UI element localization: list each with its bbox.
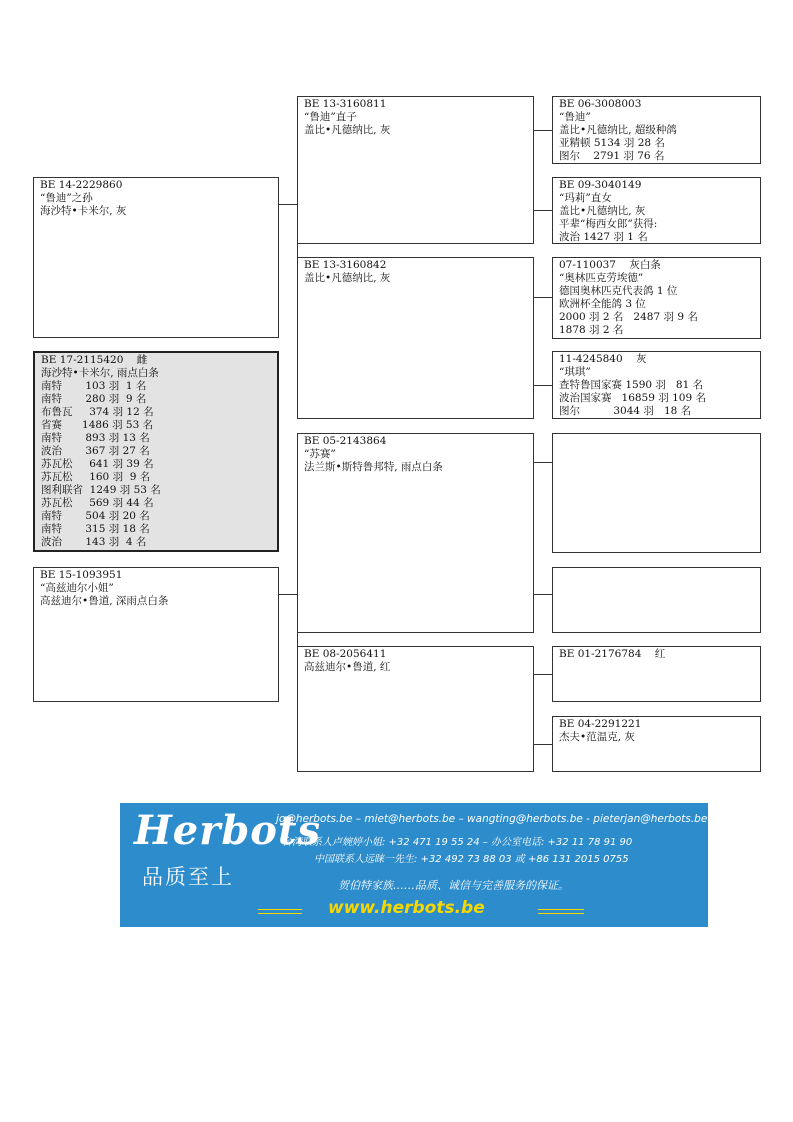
card-line: BE 13-3160842 xyxy=(304,259,387,271)
card-line: BE 09-3040149 xyxy=(559,179,642,191)
card-line: BE 05-2143864 xyxy=(304,435,387,447)
card-line: “奥林匹克劳埃德” xyxy=(559,272,644,284)
connector xyxy=(534,130,552,131)
card-line: 苏瓦松 641 羽 39 名 xyxy=(41,458,154,470)
motto: 贺伯特家族……品质、诚信与完善服务的保证。 xyxy=(338,879,569,892)
ss-sire-card xyxy=(552,96,761,164)
connector xyxy=(534,210,552,211)
card-line: BE 17-2115420 雌 xyxy=(41,354,148,366)
card-line: “玛莉”直女 xyxy=(559,192,612,204)
card-line: 1878 羽 2 名 xyxy=(559,324,624,336)
decor-line-left xyxy=(258,909,302,914)
card-line: 南特 315 羽 18 名 xyxy=(41,523,150,535)
card-line: 南特 280 羽 9 名 xyxy=(41,393,147,405)
dam-card xyxy=(33,567,279,702)
card-line: BE 08-2056411 xyxy=(304,648,387,660)
card-line: 11-4245840 灰 xyxy=(559,353,647,365)
subject-pigeon-card xyxy=(33,351,279,552)
card-line: BE 15-1093951 xyxy=(40,569,123,581)
card-line: 波治 143 羽 4 名 xyxy=(41,536,147,548)
card-line: 07-110037 灰白条 xyxy=(559,259,661,271)
card-line: 查特鲁国家赛 1590 羽 81 名 xyxy=(559,379,704,391)
card-line: 盖比•凡德纳比, 灰 xyxy=(304,124,391,136)
herbots-logo: Herbots xyxy=(134,807,321,854)
card-line: 平辈“梅西女郎”获得: xyxy=(559,218,658,230)
ds-sire-card xyxy=(552,433,761,553)
card-line: BE 13-3160811 xyxy=(304,98,387,110)
card-line: 盖比•凡德纳比, 超级种鸽 xyxy=(559,124,677,136)
connector xyxy=(534,297,552,298)
card-line: 法兰斯•斯特鲁邦特, 雨点白条 xyxy=(304,461,443,473)
card-line: 南特 103 羽 1 名 xyxy=(41,380,147,392)
connector xyxy=(534,744,552,745)
card-line: 高兹迪尔•鲁道, 深雨点白条 xyxy=(40,595,169,607)
sire-dam-card xyxy=(297,257,534,419)
contact-emails[interactable]: jo@herbots.be – miet@herbots.be – wangting@herbots.be - pieterjan@herbots.be xyxy=(276,813,708,825)
dam-sire-card xyxy=(297,433,534,633)
connector xyxy=(534,674,552,675)
dam-dam-card xyxy=(297,646,534,772)
card-line: 图尔 2791 羽 76 名 xyxy=(559,150,665,162)
card-line: 海沙特•卡米尔, 灰 xyxy=(40,205,127,217)
herbots-banner xyxy=(120,803,708,927)
card-line: BE 01-2176784 红 xyxy=(559,648,666,660)
card-line: “苏赛” xyxy=(304,448,336,460)
sire-sire-card xyxy=(297,96,534,244)
dd-dam-card xyxy=(552,716,761,772)
card-line: 苏瓦松 569 羽 44 名 xyxy=(41,497,154,509)
connector xyxy=(297,533,298,709)
card-line: 高兹迪尔•鲁道, 红 xyxy=(304,661,391,673)
card-line: “鲁迪” xyxy=(559,111,591,123)
contact-taiwan: 台湾联系人卢婉婷小姐: +32 471 19 55 24 – 办公室电话: +32 11 78 91 90 xyxy=(282,837,633,848)
card-line: 盖比•凡德纳比, 灰 xyxy=(559,205,646,217)
card-line: 南特 504 羽 20 名 xyxy=(41,510,150,522)
card-line: 欧洲杯全能鸽 3 位 xyxy=(559,298,646,310)
card-line: 德国奥林匹克代表鸽 1 位 xyxy=(559,285,678,297)
connector xyxy=(534,462,552,463)
sd-sire-card xyxy=(552,257,761,339)
card-line: “鲁迪”之孙 xyxy=(40,192,93,204)
ds-dam-card xyxy=(552,567,761,633)
website-link[interactable]: www.herbots.be xyxy=(328,898,485,918)
card-line: 省赛 1486 羽 53 名 xyxy=(41,419,154,431)
card-line: 南特 893 羽 13 名 xyxy=(41,432,150,444)
card-line: 2000 羽 2 名 2487 羽 9 名 xyxy=(559,311,698,323)
card-line: “高兹迪尔小姐” xyxy=(40,582,114,594)
connector xyxy=(279,204,297,205)
card-line: 杰夫•范温克, 灰 xyxy=(559,731,635,743)
ss-dam-card xyxy=(552,177,761,244)
card-line: 苏瓦松 160 羽 9 名 xyxy=(41,471,151,483)
card-line: 布鲁瓦 374 羽 12 名 xyxy=(41,406,154,418)
contact-china: 中国联系人远睐一先生: +32 492 73 88 03 或 +86 131 2015 0755 xyxy=(314,854,629,865)
slogan: 品质至上 xyxy=(142,865,234,889)
dd-sire-card xyxy=(552,646,761,702)
card-line: 波治 1427 羽 1 名 xyxy=(559,231,648,243)
card-line: BE 04-2291221 xyxy=(559,718,642,730)
card-line: BE 14-2229860 xyxy=(40,179,123,191)
card-line: “鲁迪”直子 xyxy=(304,111,357,123)
decor-line-right xyxy=(538,909,584,914)
card-line: 图尔 3044 羽 18 名 xyxy=(559,405,692,417)
connector xyxy=(279,594,297,595)
sd-dam-card xyxy=(552,351,761,419)
card-line: 波治国家赛 16859 羽 109 名 xyxy=(559,392,706,404)
card-line: “琪琪” xyxy=(559,366,591,378)
connector xyxy=(534,594,552,595)
connector xyxy=(534,385,552,386)
connector xyxy=(297,170,298,338)
card-line: BE 06-3008003 xyxy=(559,98,642,110)
card-line: 波治 367 羽 27 名 xyxy=(41,445,150,457)
card-line: 亚精顿 5134 羽 28 名 xyxy=(559,137,665,149)
sire-card xyxy=(33,177,279,338)
card-line: 海沙特•卡米尔, 雨点白条 xyxy=(41,367,159,379)
card-line: 盖比•凡德纳比, 灰 xyxy=(304,272,391,284)
card-line: 图利联省 1249 羽 53 名 xyxy=(41,484,161,496)
